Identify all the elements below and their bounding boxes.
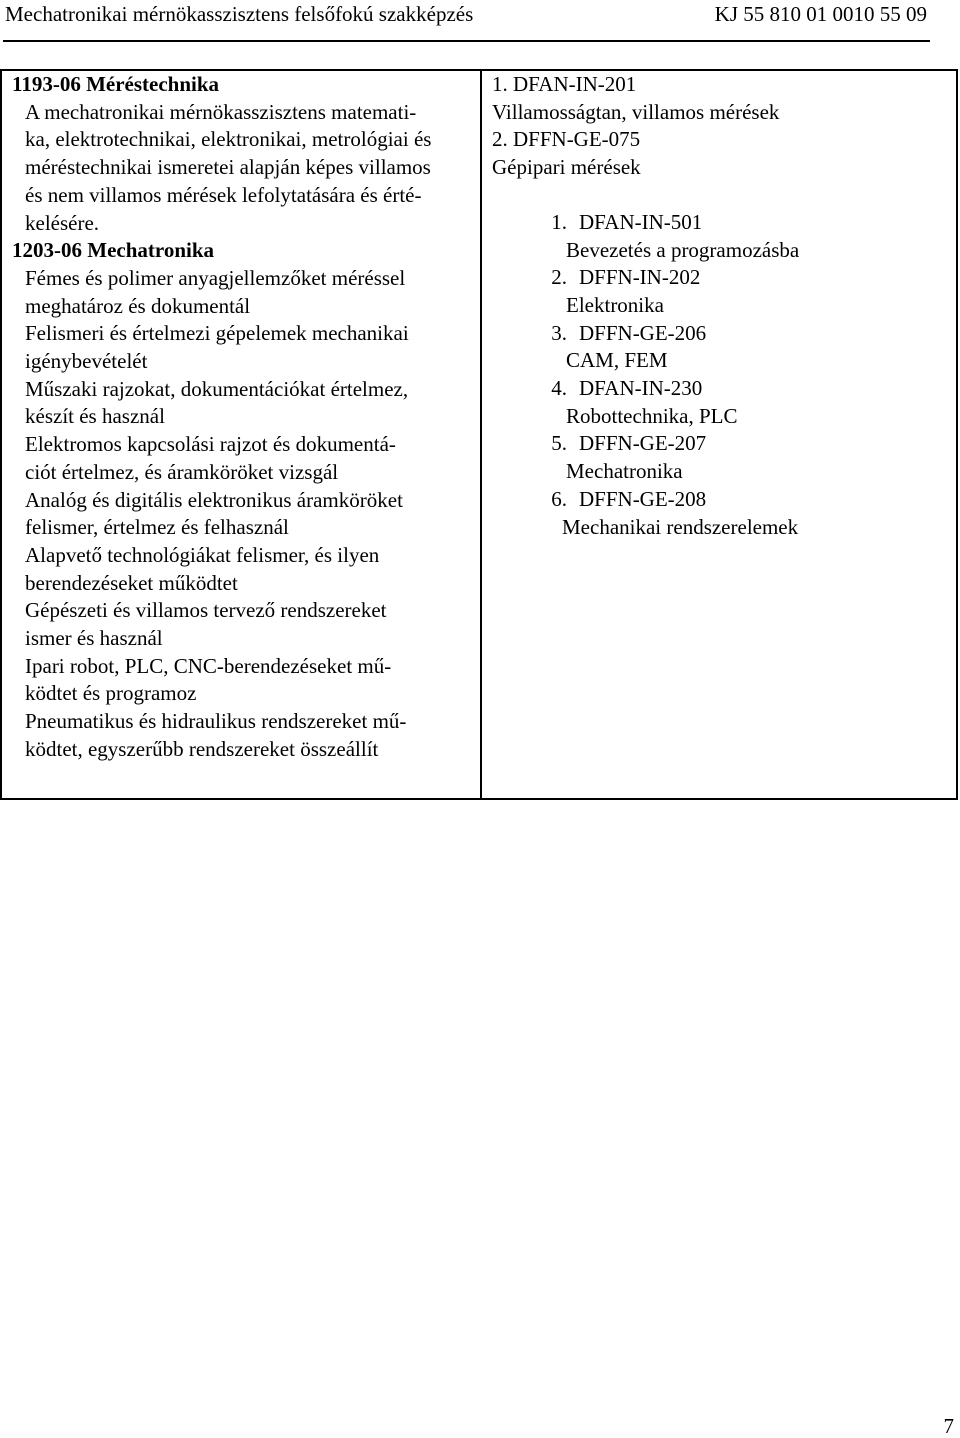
list-item bbox=[492, 486, 956, 514]
list-item bbox=[492, 320, 956, 348]
list-item bbox=[492, 209, 956, 237]
header-rule bbox=[3, 40, 930, 42]
header-title: Mechatronikai mérnökasszisztens felsőfokú szakképzés bbox=[5, 2, 474, 26]
module1-line: kelésére. bbox=[25, 210, 100, 235]
item-code: DFAN-IN-230 bbox=[579, 376, 703, 401]
module1-line: A mechatronikai mérnökasszisztens matemati- bbox=[25, 99, 417, 124]
list-item bbox=[492, 375, 956, 403]
item-number: 1. bbox=[551, 209, 567, 234]
module1-line: méréstechnikai ismeretei alapján képes villamos bbox=[25, 155, 431, 180]
list-item: Villamosságtan, villamos mérések bbox=[492, 99, 780, 124]
module2-line: ködtet és programoz bbox=[25, 681, 197, 706]
module2-line: ismer és használ bbox=[25, 626, 163, 651]
module2-line: Gépészeti és villamos tervező rendszereket bbox=[25, 598, 387, 623]
module2-line: felismer, értelmez és felhasznál bbox=[25, 515, 289, 540]
item-number: 3. bbox=[551, 320, 567, 345]
item-description: Mechanikai rendszerelemek bbox=[562, 514, 799, 539]
module2-line: ködtet, egyszerűbb rendszereket összeállít bbox=[25, 736, 379, 761]
subjects-cell bbox=[481, 70, 957, 799]
module2-line: Műszaki rajzokat, dokumentációkat értelmez, bbox=[25, 376, 409, 401]
module2-line: Alapvető technológiákat felismer, és ilyen bbox=[25, 542, 380, 567]
item-code: DFFN-GE-207 bbox=[579, 431, 707, 456]
module2-title: 1203-06 Mechatronika bbox=[12, 238, 215, 263]
list-item bbox=[492, 430, 956, 458]
module2-line: ciót értelmez, és áramköröket vizsgál bbox=[25, 459, 339, 484]
table-row bbox=[1, 70, 957, 799]
list-item: Gépipari mérések bbox=[492, 155, 641, 180]
item-description: CAM, FEM bbox=[566, 348, 668, 373]
item-number: 2. bbox=[551, 265, 567, 290]
item-code: DFFN-IN-202 bbox=[579, 265, 701, 290]
module2-line: Ipari robot, PLC, CNC-berendezéseket mű- bbox=[25, 653, 392, 678]
module1-title: 1193-06 Méréstechnika bbox=[12, 72, 220, 96]
module1-line: és nem villamos mérések lefolytatására és érté- bbox=[25, 182, 422, 207]
page-header bbox=[0, 0, 960, 30]
module2-line: Fémes és polimer anyagjellemzőket méréssel bbox=[25, 265, 406, 290]
item-code: DFAN-IN-501 bbox=[579, 209, 703, 234]
item-number: 5. bbox=[551, 431, 567, 456]
module2-line: Elektromos kapcsolási rajzot és dokumentá- bbox=[25, 432, 396, 457]
list-item bbox=[492, 264, 956, 292]
module2-line: Felismeri és értelmezi gépelemek mechanikai bbox=[25, 321, 409, 346]
module2-line: készít és használ bbox=[25, 404, 165, 429]
item-description: Mechatronika bbox=[566, 459, 683, 484]
module2-line: berendezéseket működtet bbox=[25, 570, 238, 595]
module2-line: Analóg és digitális elektronikus áramköröket bbox=[25, 487, 403, 512]
module-table bbox=[0, 69, 958, 800]
module1-line: ka, elektrotechnikai, elektronikai, metrológiai és bbox=[25, 127, 432, 152]
item-number: 4. bbox=[551, 376, 567, 401]
header-code: KJ 55 810 01 0010 55 09 bbox=[714, 2, 927, 26]
page-number: 7 bbox=[943, 1414, 954, 1438]
item-description: Bevezetés a programozásba bbox=[566, 237, 800, 262]
module2-line: Pneumatikus és hidraulikus rendszereket mű- bbox=[25, 709, 407, 734]
item-code: DFFN-GE-206 bbox=[579, 320, 707, 345]
item-code: DFFN-GE-208 bbox=[579, 486, 707, 511]
subject-list-1 bbox=[492, 71, 956, 182]
item-number: 6. bbox=[551, 486, 567, 511]
module2-line: igénybevételét bbox=[25, 349, 148, 374]
competency-cell bbox=[1, 70, 481, 799]
list-item: 1. DFAN-IN-201 bbox=[492, 72, 637, 96]
item-description: Elektronika bbox=[566, 292, 664, 317]
item-description: Robottechnika, PLC bbox=[566, 403, 738, 428]
subject-list-2 bbox=[492, 209, 956, 541]
list-item: 2. DFFN-GE-075 bbox=[492, 127, 641, 152]
module2-line: meghatároz és dokumentál bbox=[25, 293, 251, 318]
